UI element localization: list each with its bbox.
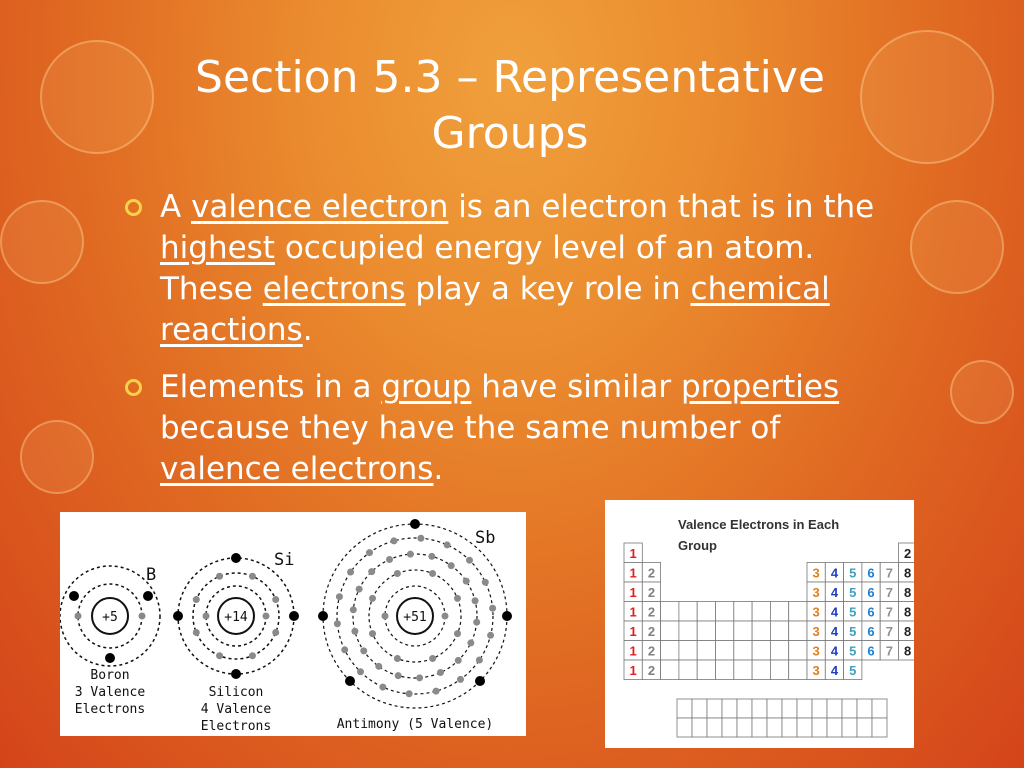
inner-electron-dot xyxy=(454,595,461,602)
group-valence-label: 6 xyxy=(867,643,875,659)
f-block-cell xyxy=(857,699,872,718)
group-valence-label: 2 xyxy=(647,643,656,659)
group-valence-label: 7 xyxy=(885,643,893,659)
periodic-cell xyxy=(770,621,788,641)
periodic-cell xyxy=(770,641,788,661)
bullet-valence-electron xyxy=(125,187,905,351)
group-valence-label: 4 xyxy=(830,662,839,678)
inner-electron-dot xyxy=(249,573,256,580)
periodic-cell xyxy=(789,621,807,641)
f-block-cell xyxy=(842,718,857,737)
periodic-cell xyxy=(734,602,752,622)
term-highest: highest xyxy=(160,230,275,266)
inner-electron-dot xyxy=(455,657,462,664)
inner-electron-dot xyxy=(476,656,483,663)
inner-electron-dot xyxy=(457,676,464,683)
inner-electron-dot xyxy=(366,549,373,556)
periodic-grid xyxy=(624,543,914,737)
group-valence-label: 1 xyxy=(629,565,637,581)
valence-chart-title-2: Group xyxy=(678,538,717,553)
f-block-cell xyxy=(872,718,887,737)
valence-chart-image xyxy=(605,500,914,748)
f-block-cell xyxy=(812,699,827,718)
bullet-text: A valence electron is an electron that is in the highest occupied energy level of an atom. These electrons play a key role in chemical reactions. xyxy=(160,189,875,348)
group-valence-label: 2 xyxy=(904,545,912,561)
inner-electron-dot xyxy=(360,647,367,654)
inner-electron-dot xyxy=(394,570,401,577)
inner-electron-dot xyxy=(263,613,270,620)
group-valence-label: 5 xyxy=(849,662,857,678)
periodic-cell xyxy=(716,641,734,661)
inner-electron-dot xyxy=(472,597,479,604)
inner-electron-dot xyxy=(336,593,343,600)
group-valence-label: 8 xyxy=(904,565,912,581)
periodic-cell xyxy=(679,641,697,661)
decor-bubble xyxy=(20,420,94,494)
inner-electron-dot xyxy=(193,596,200,603)
boron-caption-1: Boron xyxy=(90,668,130,683)
periodic-cell xyxy=(752,641,770,661)
inner-electron-dot xyxy=(347,569,354,576)
inner-electron-dot xyxy=(417,535,424,542)
group-valence-label: 8 xyxy=(904,643,912,659)
inner-electron-dot xyxy=(407,551,414,558)
periodic-cell xyxy=(734,641,752,661)
group-valence-label: 1 xyxy=(629,584,637,600)
group-valence-label: 4 xyxy=(830,623,839,639)
periodic-cell xyxy=(697,660,715,680)
group-valence-label: 8 xyxy=(904,584,912,600)
inner-electron-dot xyxy=(341,646,348,653)
inner-electron-dot xyxy=(395,672,402,679)
periodic-cell xyxy=(697,641,715,661)
periodic-cell xyxy=(661,641,679,661)
periodic-cell xyxy=(716,621,734,641)
group-valence-label: 4 xyxy=(830,565,839,581)
silicon-diagram xyxy=(173,550,299,734)
group-valence-label: 3 xyxy=(812,643,820,659)
f-block-cell xyxy=(677,699,692,718)
term-valence-electrons: valence electrons xyxy=(160,451,434,487)
bullet-text: Elements in a group have similar properties because they have the same number of valence electrons. xyxy=(160,369,840,487)
boron-caption-2: 3 Valence xyxy=(74,685,146,700)
f-block-cell xyxy=(827,718,842,737)
inner-electron-dot xyxy=(382,613,389,620)
silicon-symbol: Si xyxy=(274,550,295,570)
f-block-cell xyxy=(872,699,887,718)
term-electrons: electrons xyxy=(262,271,406,307)
bullet-ring-icon xyxy=(125,199,142,216)
inner-electron-dot xyxy=(487,632,494,639)
inner-electron-dot xyxy=(467,639,474,646)
inner-electron-dot xyxy=(368,568,375,575)
inner-electron-dot xyxy=(442,613,449,620)
inner-electron-dot xyxy=(406,690,413,697)
silicon-caption-3: Electrons xyxy=(200,719,272,734)
inner-electron-dot xyxy=(428,553,435,560)
group-valence-label: 6 xyxy=(867,565,875,581)
decor-bubble xyxy=(950,360,1014,424)
group-valence-label: 2 xyxy=(647,565,656,581)
silicon-nucleus: +14 xyxy=(224,610,248,625)
term-group: group xyxy=(381,369,472,405)
inner-electron-dot xyxy=(416,674,423,681)
antimony-nucleus: +51 xyxy=(403,610,427,625)
group-valence-label: 7 xyxy=(885,604,893,620)
group-valence-label: 5 xyxy=(849,623,857,639)
silicon-caption-1: Silicon xyxy=(208,685,264,700)
group-valence-label: 1 xyxy=(629,643,637,659)
group-valence-label: 7 xyxy=(885,584,893,600)
antimony-diagram xyxy=(318,519,512,732)
inner-electron-dot xyxy=(216,573,223,580)
f-block-cell xyxy=(827,699,842,718)
inner-electron-dot xyxy=(356,586,363,593)
f-block-cell xyxy=(707,718,722,737)
bullet-groups xyxy=(125,367,905,490)
periodic-cell xyxy=(770,660,788,680)
inner-electron-dot xyxy=(351,628,358,635)
inner-electron-dot xyxy=(473,619,480,626)
inner-electron-dot xyxy=(272,629,279,636)
group-valence-label: 2 xyxy=(647,623,656,639)
inner-electron-dot xyxy=(350,606,357,613)
inner-electron-dot xyxy=(357,668,364,675)
inner-electron-dot xyxy=(463,578,470,585)
boron-symbol: B xyxy=(146,565,157,585)
inner-electron-dot xyxy=(437,669,444,676)
f-block-cell xyxy=(707,699,722,718)
f-block-cell xyxy=(842,699,857,718)
periodic-cell xyxy=(716,602,734,622)
group-valence-label: 4 xyxy=(830,584,839,600)
periodic-cell xyxy=(770,602,788,622)
f-block-cell xyxy=(737,718,752,737)
group-valence-label: 3 xyxy=(812,584,820,600)
inner-electron-dot xyxy=(369,630,376,637)
f-block-cell xyxy=(692,699,707,718)
periodic-cell xyxy=(752,660,770,680)
decor-bubble xyxy=(0,200,84,284)
periodic-cell xyxy=(661,660,679,680)
inner-electron-dot xyxy=(249,652,256,659)
inner-electron-dot xyxy=(466,557,473,564)
f-block-cell xyxy=(797,699,812,718)
valence-chart-svg xyxy=(605,500,914,748)
f-block-cell xyxy=(812,718,827,737)
inner-electron-dot xyxy=(369,595,376,602)
inner-electron-dot xyxy=(429,655,436,662)
inner-electron-dot xyxy=(390,537,397,544)
antimony-symbol: Sb xyxy=(475,528,496,548)
group-valence-label: 8 xyxy=(904,604,912,620)
bullet-ring-icon xyxy=(125,379,142,396)
periodic-cell xyxy=(789,602,807,622)
f-block-cell xyxy=(677,718,692,737)
group-valence-label: 7 xyxy=(885,623,893,639)
f-block-cell xyxy=(857,718,872,737)
periodic-cell xyxy=(734,660,752,680)
title-line-1: Section 5.3 – Representative xyxy=(195,52,825,103)
f-block-cell xyxy=(752,718,767,737)
f-block-cell xyxy=(722,718,737,737)
term-chemical-reactions: chemical reactions xyxy=(160,271,830,348)
valence-chart-title-1: Valence Electrons in Each xyxy=(678,517,840,532)
f-block-cell xyxy=(782,699,797,718)
f-block-cell xyxy=(752,699,767,718)
inner-electron-dot xyxy=(375,663,382,670)
group-valence-label: 5 xyxy=(849,565,857,581)
term-valence-electron: valence electron xyxy=(191,189,449,225)
group-valence-label: 6 xyxy=(867,584,875,600)
inner-electron-dot xyxy=(334,620,341,627)
inner-electron-dot xyxy=(203,613,210,620)
f-block-cell xyxy=(692,718,707,737)
group-valence-label: 6 xyxy=(867,604,875,620)
periodic-cell xyxy=(716,660,734,680)
decor-bubble xyxy=(40,40,154,154)
boron-diagram xyxy=(60,565,160,717)
group-valence-label: 2 xyxy=(647,662,656,678)
atom-diagrams-image xyxy=(60,512,526,736)
decor-bubble xyxy=(910,200,1004,294)
periodic-cell xyxy=(679,621,697,641)
decor-bubble xyxy=(860,30,994,164)
group-valence-label: 2 xyxy=(647,604,656,620)
inner-electron-dot xyxy=(448,562,455,569)
antimony-caption: Antimony (5 Valence) xyxy=(336,717,494,732)
title-line-2: Groups xyxy=(431,108,589,159)
periodic-cell xyxy=(697,621,715,641)
group-valence-label: 2 xyxy=(647,584,656,600)
inner-electron-dot xyxy=(216,652,223,659)
inner-electron-dot xyxy=(454,630,461,637)
group-valence-label: 5 xyxy=(849,584,857,600)
f-block-cell xyxy=(767,718,782,737)
atom-diagrams-svg xyxy=(60,512,526,736)
group-valence-label: 6 xyxy=(867,623,875,639)
inner-electron-dot xyxy=(193,629,200,636)
periodic-cell xyxy=(661,621,679,641)
f-block-cell xyxy=(782,718,797,737)
group-valence-label: 3 xyxy=(812,604,820,620)
inner-electron-dot xyxy=(433,688,440,695)
periodic-cell xyxy=(789,641,807,661)
inner-electron-dot xyxy=(386,556,393,563)
periodic-cell xyxy=(679,660,697,680)
group-valence-label: 3 xyxy=(812,565,820,581)
group-valence-label: 1 xyxy=(629,545,637,561)
group-valence-label: 4 xyxy=(830,604,839,620)
inner-electron-dot xyxy=(379,684,386,691)
periodic-cell xyxy=(697,602,715,622)
group-valence-label: 1 xyxy=(629,662,637,678)
f-block-cell xyxy=(767,699,782,718)
inner-electron-dot xyxy=(394,655,401,662)
boron-caption-3: Electrons xyxy=(74,702,146,717)
f-block-cell xyxy=(722,699,737,718)
group-valence-label: 1 xyxy=(629,623,637,639)
group-valence-label: 7 xyxy=(885,565,893,581)
periodic-cell xyxy=(789,660,807,680)
periodic-cell xyxy=(734,621,752,641)
group-valence-label: 3 xyxy=(812,623,820,639)
group-valence-label: 5 xyxy=(849,604,857,620)
f-block-cell xyxy=(737,699,752,718)
group-valence-label: 1 xyxy=(629,604,637,620)
silicon-caption-2: 4 Valence xyxy=(200,702,272,717)
group-valence-label: 8 xyxy=(904,623,912,639)
group-valence-label: 3 xyxy=(812,662,820,678)
inner-electron-dot xyxy=(489,605,496,612)
periodic-cell xyxy=(752,621,770,641)
term-properties: properties xyxy=(680,369,840,405)
inner-electron-dot xyxy=(482,579,489,586)
group-valence-label: 4 xyxy=(830,643,839,659)
inner-electron-dot xyxy=(272,596,279,603)
periodic-cell xyxy=(752,602,770,622)
periodic-cell xyxy=(679,602,697,622)
boron-nucleus: +5 xyxy=(102,610,118,625)
periodic-cell xyxy=(661,602,679,622)
slide-title xyxy=(150,50,870,162)
inner-electron-dot xyxy=(444,541,451,548)
f-block-cell xyxy=(797,718,812,737)
group-valence-label: 5 xyxy=(849,643,857,659)
inner-electron-dot xyxy=(429,570,436,577)
